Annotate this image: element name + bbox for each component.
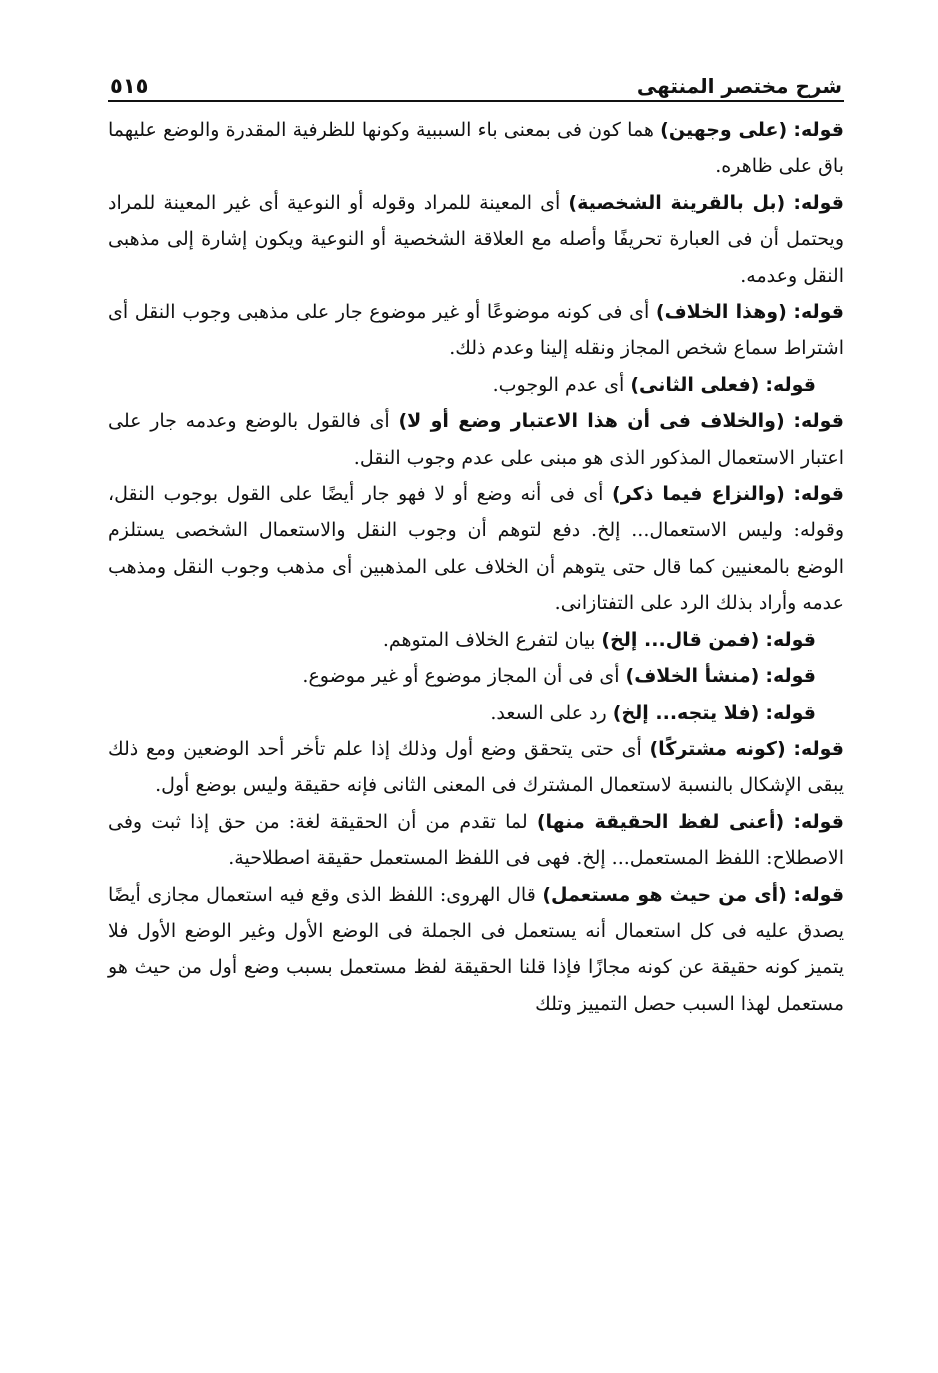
paragraph-1: [108, 112, 844, 185]
running-head: [108, 64, 844, 102]
paragraph-8-text: أى فى أن المجاز موضوع أو غير موضوع.: [302, 665, 620, 688]
paragraph-4-label: قوله:: [765, 373, 816, 396]
paragraph-2-quote: (بل بالقرينة الشخصية): [568, 191, 786, 214]
paragraph-1-text: هما كون فى بمعنى باء السببية وكونها للظرفية المقدرة والوضع عليهما باق على ظاهره.: [108, 119, 844, 178]
paragraph-5-text: أى فالقول بالوضع وعدمه جار على اعتبار الاستعمال المذكور الذى هو مبنى على عدم وجوب النقل.: [108, 410, 844, 469]
paragraph-11-label: قوله:: [793, 810, 844, 833]
paragraph-4: [108, 367, 844, 403]
paragraph-7-quote: (فمن قال... إلخ): [601, 628, 760, 651]
paragraph-12: [108, 877, 844, 1023]
paragraph-12-text: قال الهروى: اللفظ الذى وقع فيه استعمال مجازى أيضًا يصدق عليه فى كل استعمال أنه يستعمل فى الجملة فى الوضع الأول وغير الوضع الأول فلا يتميز كونه حقيقة عن كونه مجازًا فإذا قلنا الحقيقة لفظ مستعمل بسبب وضع أول من حيث هو مستعمل لهذا السبب حصل التمييز وتلك: [108, 883, 844, 1015]
book-title: شرح مختصر المنتهى: [636, 74, 842, 98]
page-number: ٥١٥: [110, 74, 149, 98]
paragraph-9-quote: (فلا يتجه... إلخ): [612, 701, 760, 724]
paragraph-10: [108, 731, 844, 804]
paragraph-6-quote: (والنزاع فيما ذكر): [612, 483, 785, 506]
paragraph-6-label: قوله:: [793, 483, 844, 506]
paragraph-8-quote: (منشأ الخلاف): [625, 665, 760, 688]
paragraph-6: [108, 476, 844, 622]
paragraph-12-quote: (أى من حيث هو مستعمل): [542, 883, 787, 906]
paragraph-6-text: أى فى أنه وضع أو لا فهو جار أيضًا على القول بوجوب النقل، وقوله: وليس الاستعمال... إلخ. دفع لتوهم أن وجوب النقل والاستعمال الشخصى يستلزم الوضع بالمعنيين كما قال حتى يتوهم أن الخلاف على المذهبين أى مذهب وجوب النقل ومذهب عدمه وأراد بذلك الرد على التفتازانى.: [108, 483, 844, 615]
paragraph-10-label: قوله:: [793, 737, 844, 760]
paragraph-1-label: قوله:: [793, 119, 844, 141]
paragraph-4-quote: (فعلى الثانى): [630, 373, 760, 396]
paragraph-3-quote: (وهذا الخلاف): [655, 301, 787, 324]
paragraph-3: [108, 294, 844, 367]
paragraph-7-label: قوله:: [765, 628, 816, 651]
paragraph-5: [108, 403, 844, 476]
paragraph-2: [108, 185, 844, 294]
paragraph-12-label: قوله:: [793, 883, 845, 906]
paragraph-2-label: قوله:: [793, 191, 844, 214]
paragraph-3-text: أى فى كونه موضوعًا أو غير موضوع جار على مذهبى وجوب النقل أى اشتراط سماع شخص المجاز ونقله إلينا وعدم ذلك.: [108, 301, 844, 360]
paragraph-11-quote: (أعنى لفظ الحقيقة منها): [536, 810, 785, 833]
paragraph-10-text: أى حتى يتحقق وضع أول وذلك إذا علم تأخر أحد الوضعين ومع ذلك يبقى الإشكال بالنسبة لاستعمال المشترك فى المعنى الثانى فإنه حقيقة وليس بوضع أول.: [108, 737, 844, 797]
paragraph-7: [108, 622, 844, 658]
commentary-text: [108, 112, 844, 1022]
paragraph-7-text: بيان لتفرع الخلاف المتوهم.: [382, 628, 596, 651]
paragraph-8: [108, 658, 844, 694]
paragraph-5-quote: (والخلاف فى أن هذا الاعتبار وضع أو لا): [398, 410, 785, 433]
paragraph-9: [108, 695, 844, 731]
paragraph-11-text: لما تقدم من أن الحقيقة لغة: من حق إذا ثبت وفى الاصطلاح: اللفظ المستعمل... إلخ. فهى فى اللفظ المستعمل حقيقة اصطلاحية.: [108, 810, 844, 870]
paragraph-5-label: قوله:: [793, 410, 844, 433]
paragraph-2-text: أى المعينة للمراد وقوله أو النوعية أى غير المعينة للمراد ويحتمل أن فى العبارة تحريفًا وأصله مع العلاقة الشخصية أو النوعية ويكون إشارة إلى مذهبى النقل وعدمه.: [108, 191, 844, 287]
paragraph-3-label: قوله:: [793, 301, 844, 324]
paragraph-4-text: أى عدم الوجوب.: [492, 373, 625, 396]
paragraph-8-label: قوله:: [765, 665, 816, 688]
book-page: [108, 64, 844, 1022]
paragraph-11: [108, 804, 844, 877]
paragraph-1-quote: (على وجهين): [660, 119, 788, 141]
paragraph-9-label: قوله:: [765, 701, 816, 724]
paragraph-10-quote: (كونه مشتركًا): [649, 737, 786, 760]
paragraph-9-text: رد على السعد.: [490, 701, 607, 724]
